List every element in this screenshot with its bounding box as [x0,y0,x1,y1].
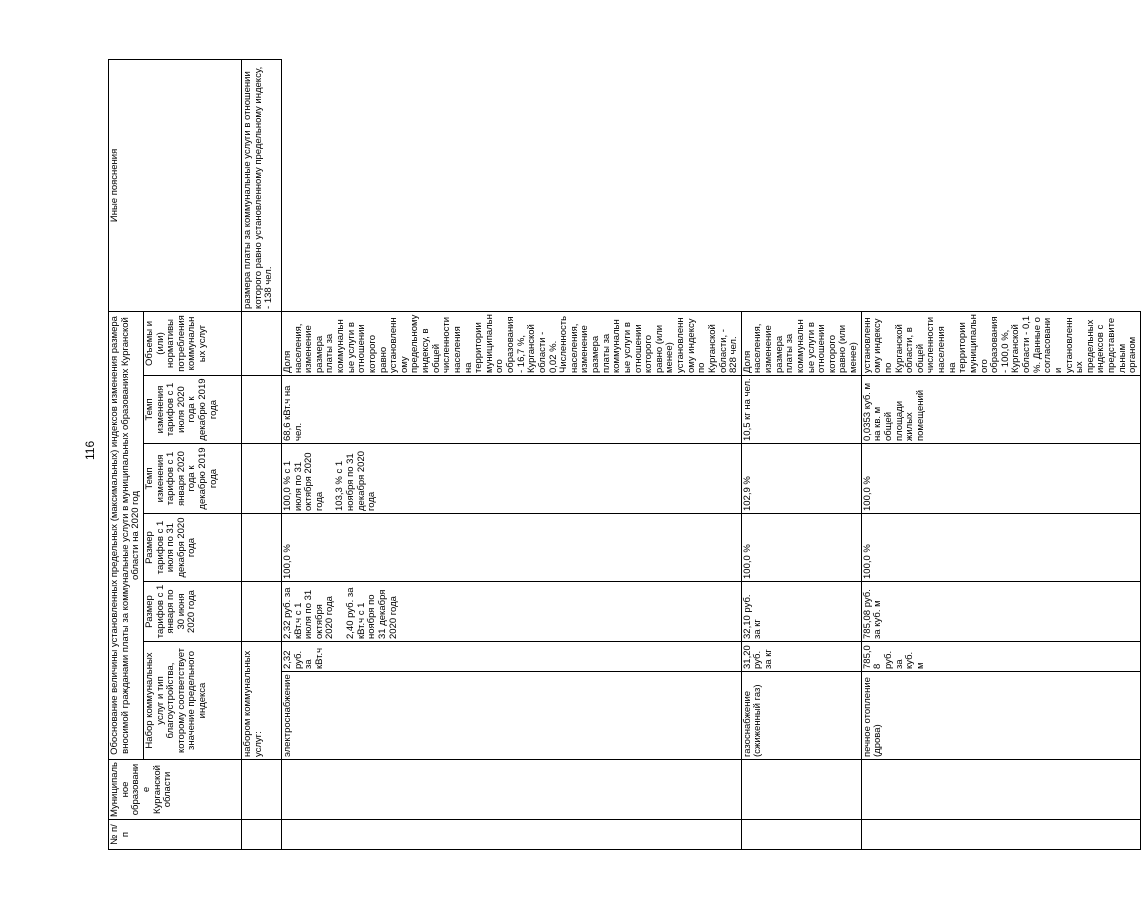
electric-tariff-h2-b: 2,40 руб. за кВт.ч с 1 ноября по 31 декабря 2020 года [345,587,399,639]
electric-rate-jul-a: 100,0 % с 1 июля по 31 октября 2020 года [281,452,325,511]
heat-volume: 0,0353 куб. м на кв. м общей площади жилых помещений [861,376,1140,444]
heat-rate-jul: 100,0 % [861,444,1140,514]
heat-tariff-h1: 785,08 руб. за куб. м [861,642,1140,672]
electric-rate-jul [281,444,741,514]
col-other-header: Иные пояснения [109,59,242,311]
gas-rate-jul: 102,9 % [741,444,861,514]
page-number: 116 [83,440,97,460]
col-rationale-header: Обоснование величины установленных предельных (максимальных) индексов изменения размера вносимой гражданами платы за коммунальные услуги в муниципальных образованиях Курганской области на 2020 год [109,311,144,759]
rate-jan-header: Темп изменения тарифов с 1 января 2020 года к декабрю 2019 года [143,444,241,514]
gas-volume: 10,5 кг на чел. [741,376,861,444]
heat-other: установленному индексу по Курганской области, в общей численности населения на территории муниципального образования - 100,0 %, Курганской области - 0,1 %. Данные о согласовании установленных предельных индексов с представительным органом [861,311,1140,375]
gas-rate-jan: 100,0 % [741,514,861,582]
electric-other: Доля населения, изменение размера платы за коммунальные услуги в отношении которого равно установленному предельному индексу, в общей численности населения на территории муниципального образования - 16,7 %, Курганской области - 0,02 %. Численность населения, изменение размера платы за коммунальные услуги в отношении которого равно (или менее) установленному индексу по Курганской области, - 828 чел. [281,311,741,375]
rotated-page [108,60,1139,850]
index-table [108,59,1141,850]
gas-name: газоснабжение (сжиженный газ) [741,672,861,760]
services-header: Набор коммунальных услуг и тип благоустройства, которому соответствует значение предельного индекса [143,642,241,760]
electric-tariff-h2-a: 2,32 руб. за кВт.ч с 1 июля по 31 октября 2020 года [281,587,336,639]
electric-tariff-h1: 2,32 руб. за кВт.ч [281,642,741,672]
rate-jul-header: Темп изменения тарифов с 1 июля 2020 года к декабрю 2019 года [143,376,241,444]
col-number-header: № п/п [109,820,242,850]
electric-rate-jul-b: 103,3 % с 1 ноября по 31 декабря 2020 года [334,450,378,511]
set-other-text: размера платы за коммунальные услуги в отношении которого равно установленному предельному индексу, - 138 чел. [241,59,281,311]
heat-name: печное отопление (дрова) [861,672,1140,760]
gas-tariff-h1: 31,20 руб. за кг [741,642,861,672]
electric-volume: 68,6 кВт.ч на чел. [281,376,741,444]
volumes-header: Объемы и (или) нормативы потребления коммунальных услуг [143,311,241,375]
cell-no-empty [241,820,281,850]
heat-rate-jan: 100,0 % [861,514,1140,582]
electric-rate-jan: 100,0 % [281,514,741,582]
cell-municipality-empty [241,760,281,820]
set-label: набором коммунальных услуг: [241,642,281,760]
col-municipality-header: Муниципальное образование Курганской области [109,760,242,820]
tariff-h1-header: Размер тарифов с 1 января по 30 июня 2020 года [143,582,241,642]
electric-tariff-h2 [281,582,741,642]
gas-other: Доля населения, изменение размера платы за коммунальные услуги в отношении которого равно (или менее) [741,311,861,375]
heat-tariff-h2: 785,08 руб. за куб. м [861,582,1140,642]
electric-name: электроснабжение [281,672,741,760]
tariff-h2-header: Размер тарифов с 1 июля по 31 декабря 2020 года [143,514,241,582]
gas-tariff-h2: 32,10 руб. за кг [741,582,861,642]
